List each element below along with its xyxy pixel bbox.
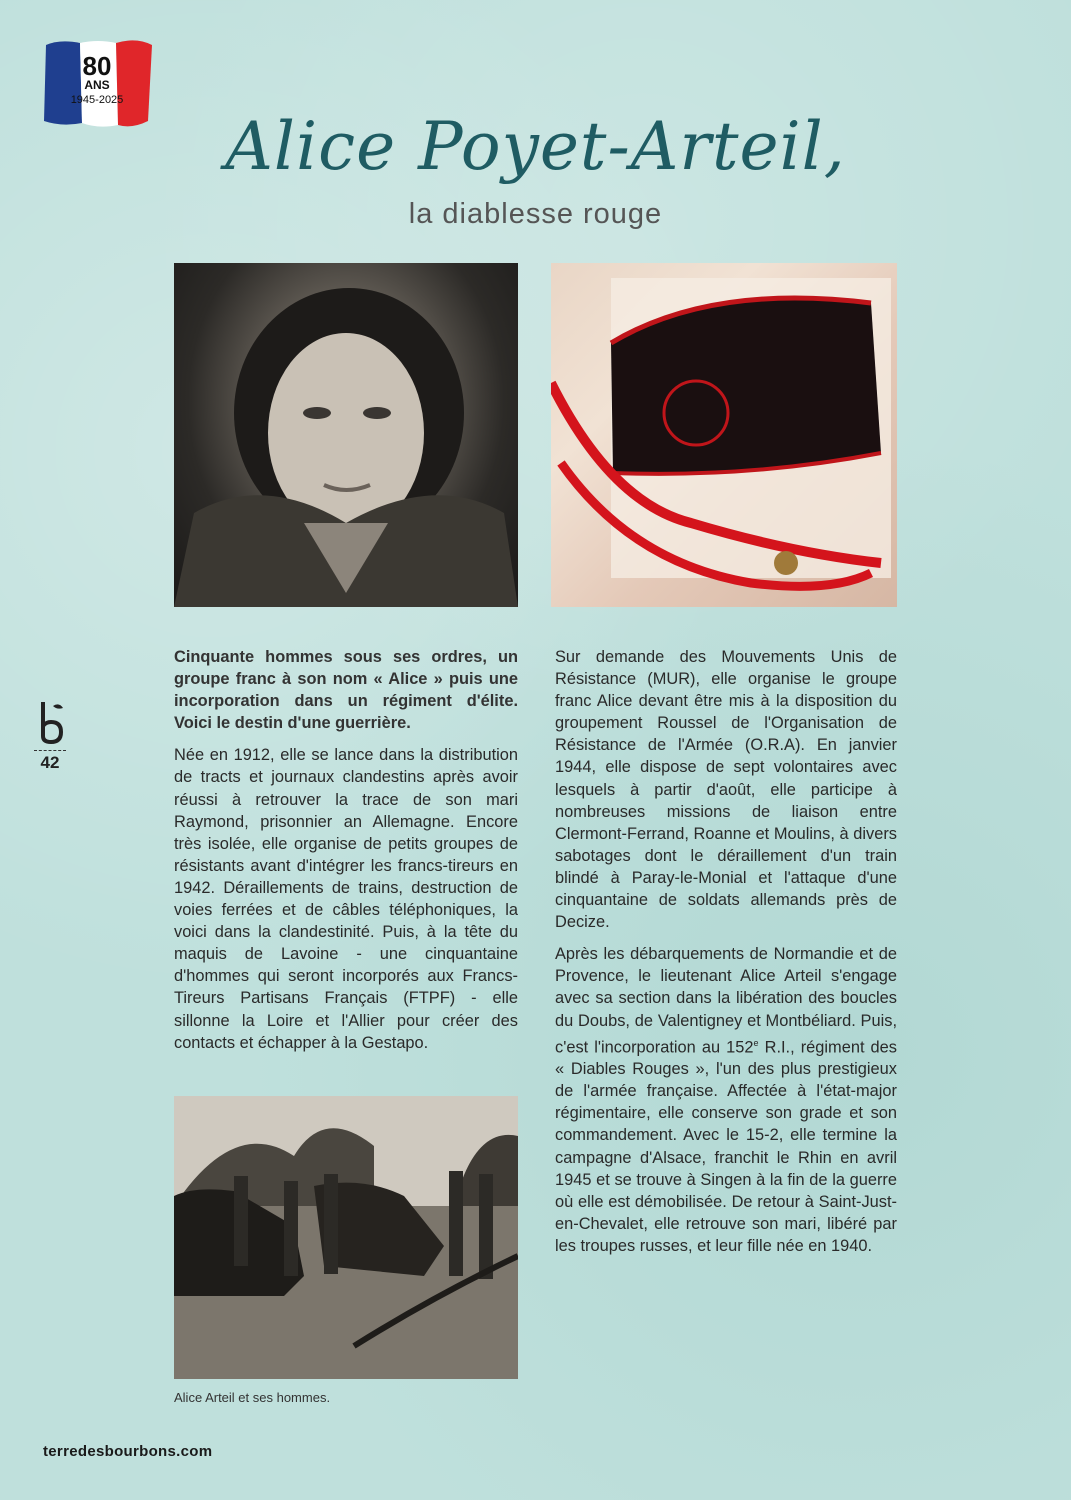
badge-label: ANS xyxy=(84,78,110,92)
text-run: Après les débarquements de Normandie et de Provence, le lieutenant Alice Arteil s'engage avec sa section dans la libération des boucles du Doubs, de Valentigney et Montbéliard. Puis, c'est l'incorporation au 152 xyxy=(555,945,897,1057)
article-paragraph: Sur demande des Mouvements Unis de Résistance (MUR), elle organise le groupe franc Alice devant être mis à la disposition du groupement Roussel de l'Organisation de Résistance de l'Armée (O.R.A). En janvier 1944, elle dispose de sept volontaires avec lesquels à partir d'août, elle participe à nombreuses missions de liaison entre Clermont-Ferrand, Roanne et Moulins, à divers sabotages dont le déraillement d'un train blindé à Paray-le-Monial et l'attaque d'une cinquantaine de soldats allemands près de Decize. xyxy=(555,648,897,932)
badge-number: 80 xyxy=(82,51,112,81)
text-run: R.I., régiment des « Diables Rouges », l'un des plus prestigieux de l'armée française. Affectée à l'état-major régimentaire, elle conserve son grade et son commandement. Avec le 15-2, elle termine la campagne d'Alsace, franchit le Rhin en avril 1945 et se trouve à Singen à la fin de la guerre où elle est démobilisée. De retour à Saint-Just-en-Chevalet, elle retrouve son mari, libéré par les troupes russes, et leur fille née en 1940. xyxy=(555,1038,897,1255)
group-photo xyxy=(174,1096,518,1379)
article-column-right xyxy=(555,646,897,1267)
page-number: 42 xyxy=(40,753,60,772)
red-cap-photo xyxy=(551,263,897,607)
page-subtitle: la diablesse rouge xyxy=(408,198,663,230)
article-paragraph xyxy=(555,943,897,1257)
photo-caption: Alice Arteil et ses hommes. xyxy=(174,1390,331,1405)
article-paragraph: Née en 1912, elle se lance dans la distribution de tracts et journaux clandestins après avoir réussi à retrouver la trace de son mari Raymond, prisonnier an Allemagne. Encore très isolée, elle organise de petits groupes de résistants avant d'intégrer les francs-tireurs en 1942. Déraillements de trains, destruction de voies ferrées et de câbles téléphoniques, la voici dans la clandestinité. Puis, à la tête du maquis de Lavoine - une cinquantaine d'hommes qui seront incorporés aux Francs-Tireurs Partisans Français (FTPF) - elle sillonne la Loire et l'Allier pour créer des contacts et échapper à la Gestapo. xyxy=(174,746,518,1052)
article-column-left xyxy=(174,646,518,1064)
bourbons-b-icon xyxy=(35,700,65,744)
portrait-photo xyxy=(174,263,518,607)
website-link[interactable]: terredesbourbons.com xyxy=(43,1443,213,1460)
badge-years: 1945-2025 xyxy=(70,94,124,106)
superscript: e xyxy=(753,1037,759,1048)
article-lead: Cinquante hommes sous ses ordres, un groupe franc à son nom « Alice » puis une incorporation dans un régiment d'élite. Voici le destin d'une guerrière. xyxy=(174,648,518,733)
page-title: Alice Poyet-Arteil, xyxy=(225,108,846,185)
page-badge xyxy=(32,700,68,773)
